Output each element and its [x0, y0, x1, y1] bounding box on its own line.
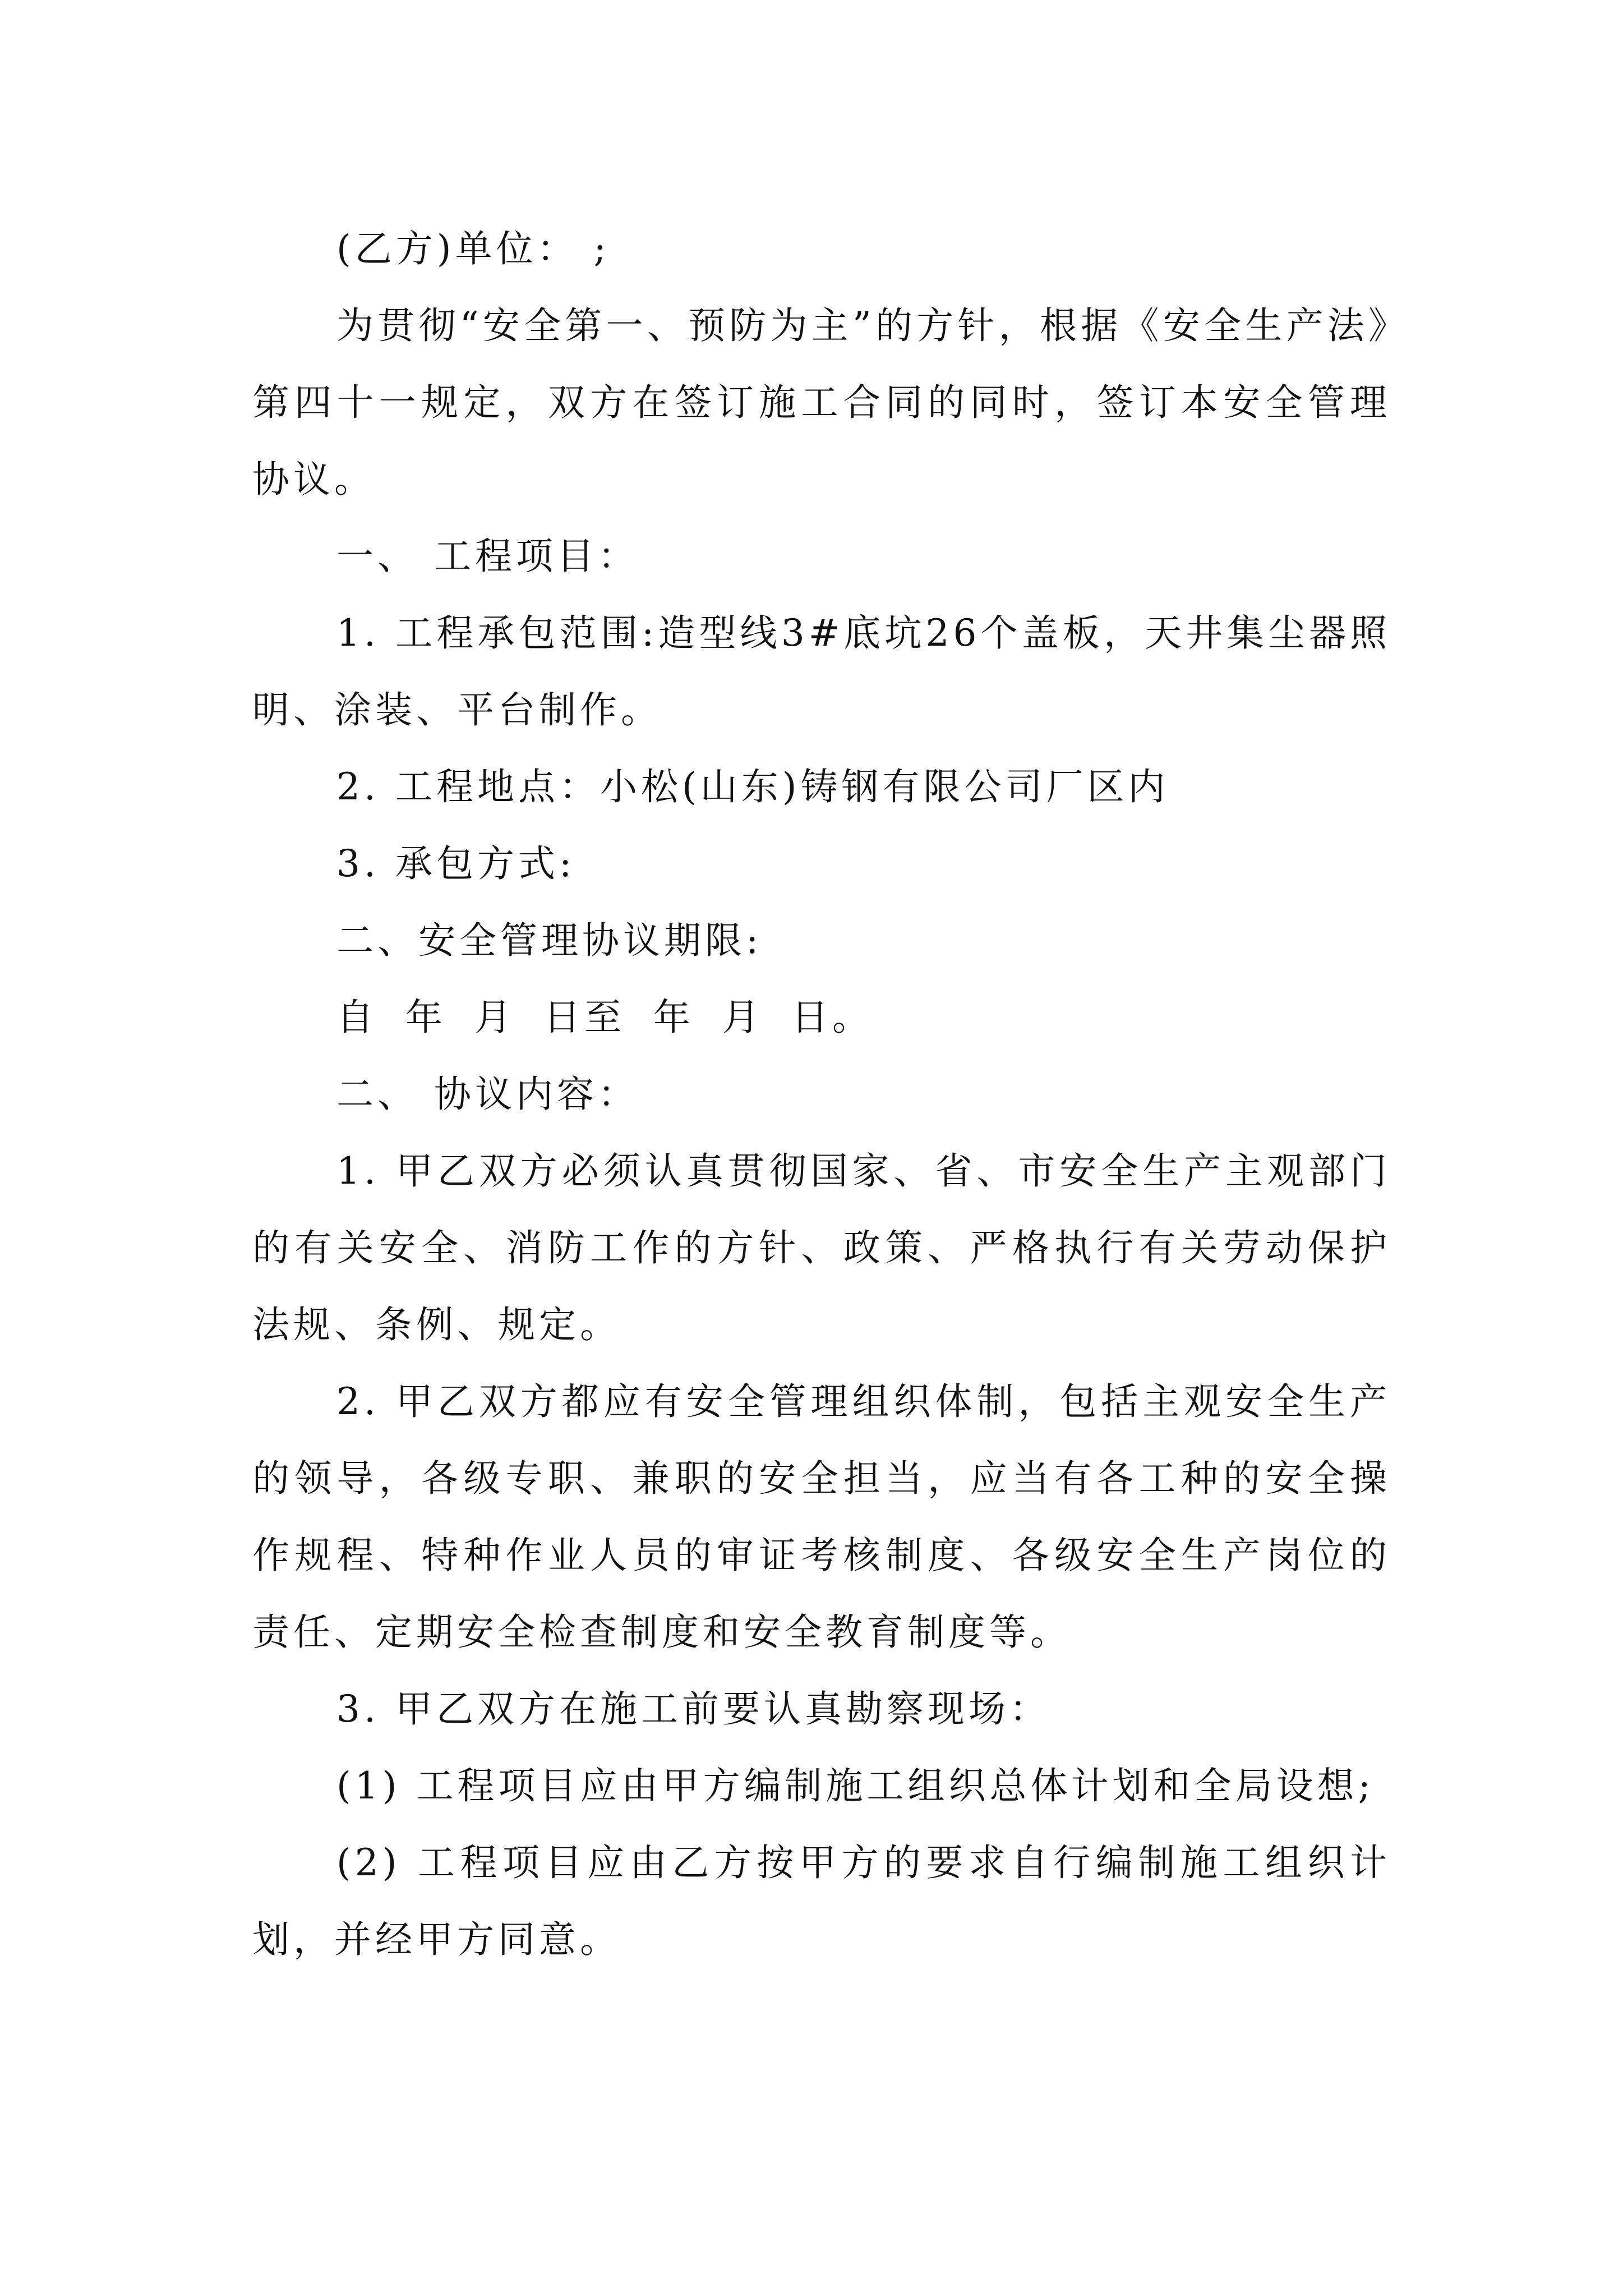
agreement-date-range: 自 年 月 日至 年 月 日。: [336, 996, 873, 1039]
project-location-item: 2. 工程地点：小松(山东)铸钢有限公司厂区内: [336, 765, 1169, 808]
contract-method-item: 3. 承包方式:: [336, 842, 576, 885]
content-subitem-1: (1) 工程项目应由甲方编制施工组织总体计划和全局设想;: [336, 1764, 1375, 1807]
preamble-paragraph: 为贯彻“安全第一、预防为主”的方针，根据《安全生产法》第四十一规定，双方在签订施工合同的同时，签订本安全管理协议。: [252, 304, 1391, 501]
content-item-1: 1. 甲乙双方必须认真贯彻国家、省、市安全生产主观部门的有关安全、消防工作的方针、政策、严格执行有关劳动保护法规、条例、规定。: [252, 1149, 1391, 1346]
content-item-3: 3. 甲乙双方在施工前要认真勘察现场：: [336, 1687, 1050, 1731]
project-scope-item: 1. 工程承包范围:造型线3#底坑26个盖板，天井集尘器照明、涂装、平台制作。: [252, 611, 1391, 731]
section-heading-project: 一、 工程项目：: [336, 535, 639, 578]
party-b-unit-line: (乙方)单位： ;: [336, 227, 610, 270]
section-heading-term: 二、安全管理协议期限:: [336, 919, 763, 962]
content-item-2: 2. 甲乙双方都应有安全管理组织体制，包括主观安全生产的领导，各级专职、兼职的安全担当，应当有各工种的安全操作规程、特种作业人员的审证考核制度、各级安全生产岗位的责任、定期安全检查制度和安全教育制度等。: [252, 1380, 1391, 1654]
content-subitem-2: (2) 工程项目应由乙方按甲方的要求自行编制施工组织计划，并经甲方同意。: [252, 1841, 1391, 1961]
section-heading-content: 二、 协议内容：: [336, 1073, 639, 1116]
document-body: [252, 210, 1391, 1978]
